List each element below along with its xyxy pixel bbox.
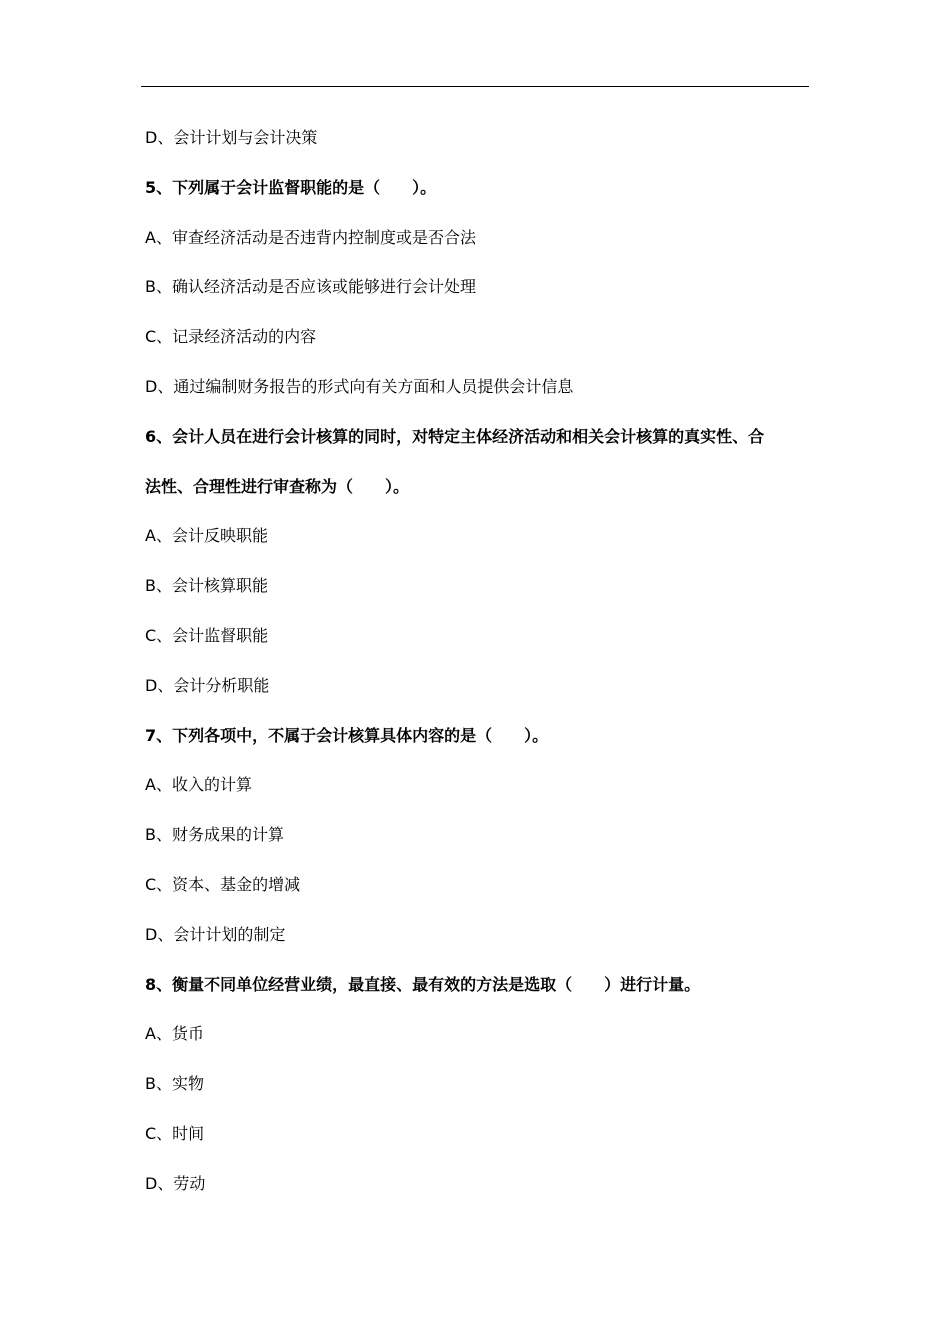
option-5-c: C、记录经济活动的内容	[145, 327, 317, 347]
option-4-d: D、会计计划与会计决策	[145, 128, 318, 147]
question-6-line-1: 6、会计人员在进行会计核算的同时，对特定主体经济活动和相关会计核算的真实性、合	[145, 426, 765, 446]
option-8-b: B、实物	[145, 1074, 204, 1094]
option-8-d: D、劳动	[145, 1173, 206, 1193]
option-8-c: C、时间	[145, 1123, 205, 1143]
option-8-a: A、货币	[145, 1024, 204, 1044]
option-6-c: C、会计监督职能	[145, 625, 269, 645]
question-7: 7、下列各项中，不属于会计核算具体内容的是（ ）。	[145, 725, 549, 745]
option-6-d: D、会计分析职能	[145, 675, 270, 695]
option-7-a: A、收入的计算	[145, 775, 252, 795]
question-6-line-2: 法性、合理性进行审查称为（ ）。	[145, 476, 410, 496]
question-8: 8、衡量不同单位经营业绩，最直接、最有效的方法是选取（ ）进行计量。	[145, 974, 701, 994]
document-body	[145, 113, 805, 1209]
option-5-b: B、确认经济活动是否应该或能够进行会计处理	[145, 277, 476, 297]
option-7-c: C、资本、基金的增减	[145, 874, 301, 894]
question-5: 5、下列属于会计监督职能的是（ ）。	[145, 177, 437, 197]
option-5-d: D、通过编制财务报告的形式向有关方面和人员提供会计信息	[145, 376, 574, 396]
header-rule	[141, 86, 809, 87]
option-6-a: A、会计反映职能	[145, 526, 268, 546]
option-6-b: B、会计核算职能	[145, 576, 268, 596]
option-5-a: A、审查经济活动是否违背内控制度或是否合法	[145, 227, 476, 247]
option-7-b: B、财务成果的计算	[145, 825, 284, 845]
option-7-d: D、会计计划的制定	[145, 924, 286, 944]
